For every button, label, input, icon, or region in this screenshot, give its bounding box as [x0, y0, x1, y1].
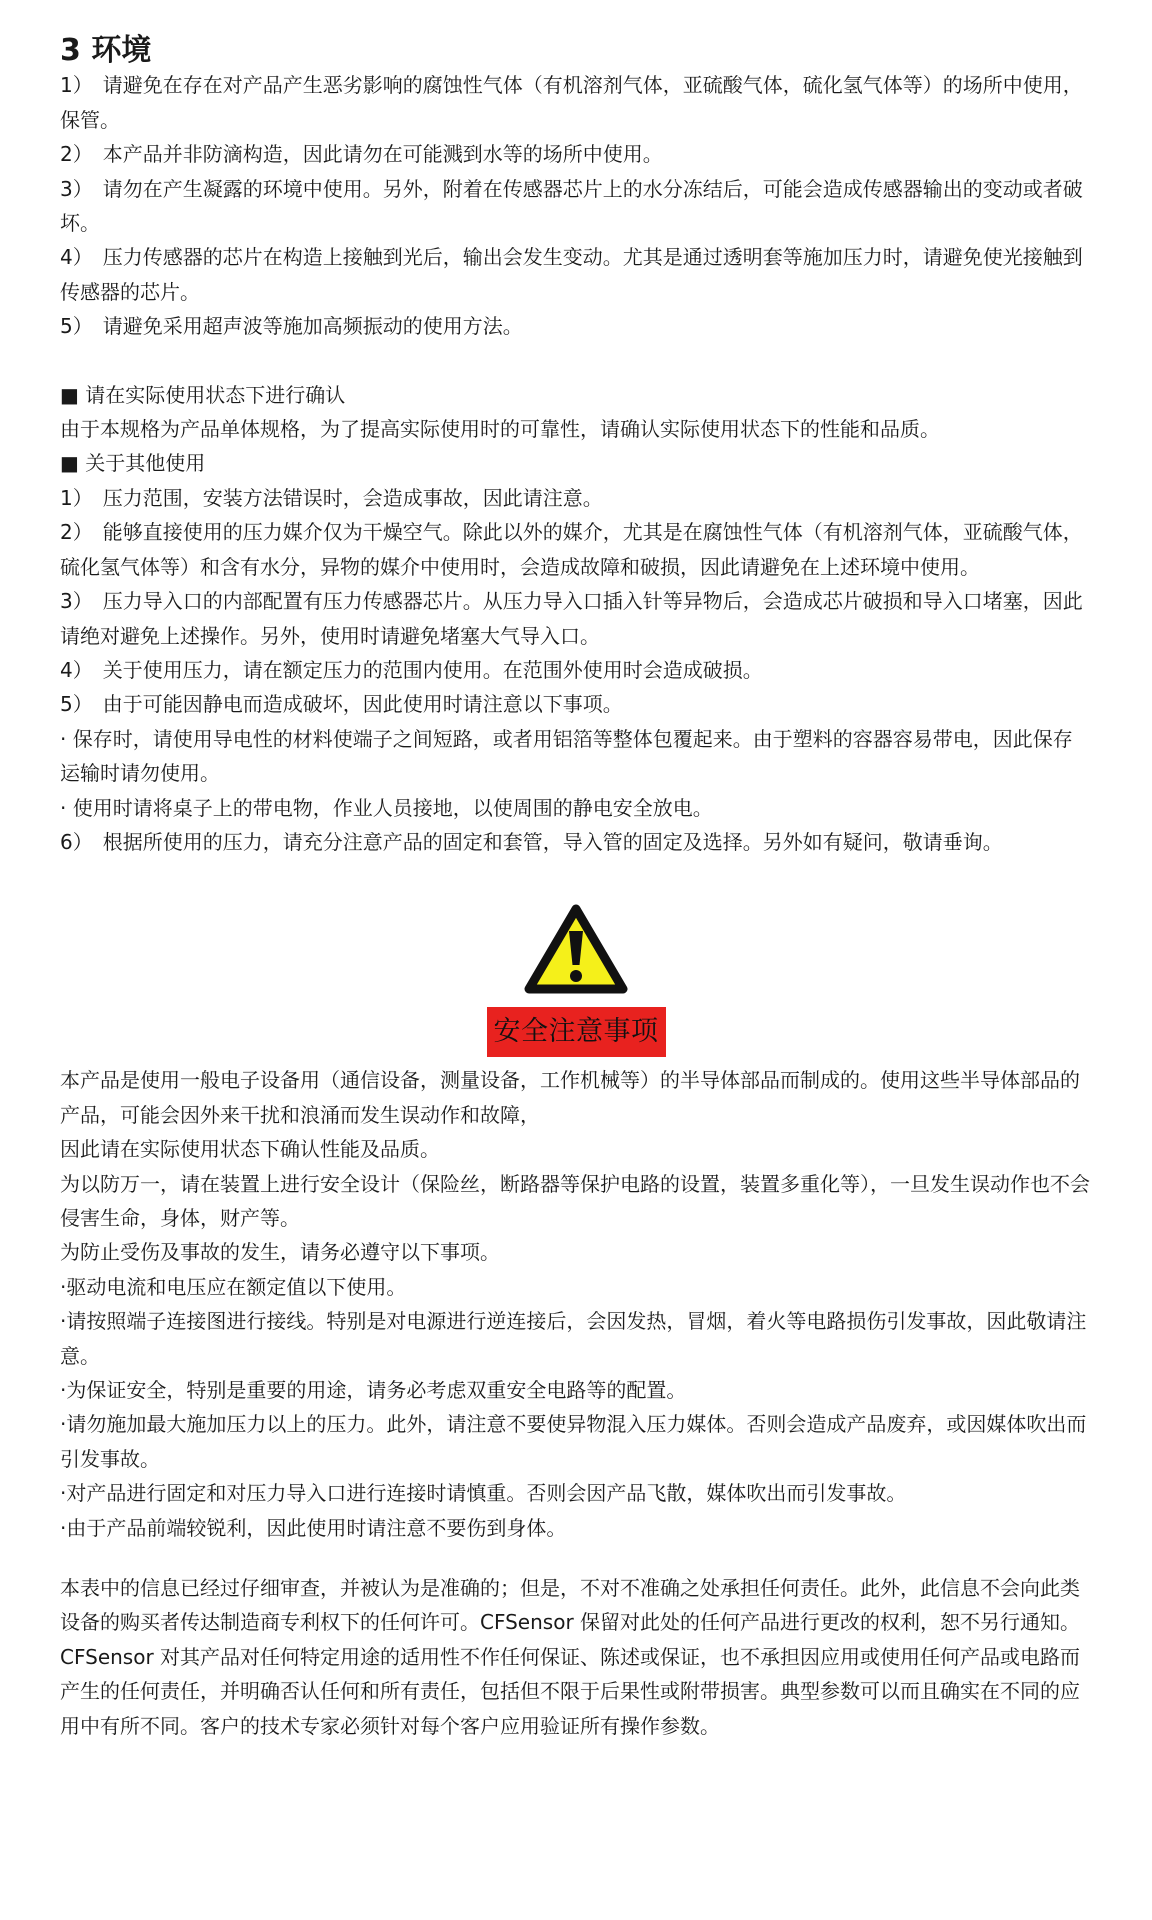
other-item-1: 1） 压力范围，安装方法错误时，会造成事故，因此请注意。 [60, 485, 603, 510]
safety-bullet-5: ·对产品进行固定和对压力导入口进行连接时请慎重。否则会因产品飞散，媒体吹出而引发事故。 [60, 1481, 907, 1506]
safety-bullet-2: ·请按照端子连接图进行接线。特别是对电源进行逆连接后，会因发热，冒烟，着火等电路损伤引发事故，因此敬请注意。 [60, 1309, 1087, 1368]
confirm-heading: ■ 请在实际使用状态下进行确认 [60, 382, 346, 407]
env-item-2: 2） 本产品并非防滴构造，因此请勿在可能溅到水等的场所中使用。 [60, 142, 663, 167]
other-item-3: 3） 压力导入口的内部配置有压力传感器芯片。从压力导入口插入针等异物后，会造成芯片破损和导入口堵塞，因此请绝对避免上述操作。另外，使用时请避免堵塞大气导入口。 [60, 589, 1083, 648]
other-item-2: 2） 能够直接使用的压力媒介仅为干燥空气。除此以外的媒介，尤其是在腐蚀性气体（有机溶剂气体，亚硫酸气体，硫化氢气体等）和含有水分，异物的媒介中使用时，会造成故障和破损，因此请避免在上述环境中使用。 [60, 520, 1083, 579]
other-item-4: 4） 关于使用压力，请在额定压力的范围内使用。在范围外使用时会造成破损。 [60, 657, 763, 682]
other-item-5: 5） 由于可能因静电而造成破坏，因此使用时请注意以下事项。 [60, 692, 623, 717]
env-item-4: 4） 压力传感器的芯片在构造上接触到光后，输出会发生变动。尤其是通过透明套等施加压力时，请避免使光接触到传感器的芯片。 [60, 245, 1083, 304]
safety-paragraph-2: 因此请在实际使用状态下确认性能及品质。 [60, 1137, 440, 1162]
safety-bullet-4: ·请勿施加最大施加压力以上的压力。此外，请注意不要使异物混入压力媒体。否则会造成产品废弃，或因媒体吹出而引发事故。 [60, 1412, 1087, 1471]
env-item-5: 5） 请避免采用超声波等施加高频振动的使用方法。 [60, 314, 523, 339]
safety-paragraph-1: 本产品是使用一般电子设备用（通信设备，测量设备，工作机械等）的半导体部品而制成的。使用这些半导体部品的产品，可能会因外来干扰和浪涌而发生误动作和故障， [60, 1068, 1080, 1127]
other-usage-heading: ■ 关于其他使用 [60, 451, 206, 476]
other-bullet-grounding: · 使用时请将桌子上的带电物，作业人员接地，以使周围的静电安全放电。 [60, 795, 713, 820]
disclaimer-text: 本表中的信息已经过仔细审查，并被认为是准确的；但是，不对不准确之处承担任何责任。此外，此信息不会向此类设备的购买者传达制造商专利权下的任何许可。CFSensor 保留对此处的任何产品进行更改的权利，恕不另行通知。 CFSensor 对其产品对任何特定用途的适用性不作任何保证、陈述或保证，也不承担因应用或使用任何产品或电路而产生的任何责任，并明确否认任何和所有责任，包括但不限于后果性或附带损害。典型参数可以而且确实在不同的应用中有所不同。客户的技术专家必须针对每个客户应用验证所有操作参数。 [60, 1576, 1081, 1738]
safety-paragraph-3: 为以防万一，请在装置上进行安全设计（保险丝，断路器等保护电路的设置，装置多重化等），一旦发生误动作也不会侵害生命，身体，财产等。 [60, 1171, 1090, 1230]
other-bullet-storage: · 保存时，请使用导电性的材料使端子之间短路，或者用铝箔等整体包覆起来。由于塑料的容器容易带电，因此保存运输时请勿使用。 [60, 726, 1073, 786]
safety-bullet-6: ·由于产品前端较锐利，因此使用时请注意不要伤到身体。 [60, 1515, 567, 1540]
spacer [60, 344, 1092, 378]
confirm-text: 由于本规格为产品单体规格，为了提高实际使用时的可靠性，请确认实际使用状态下的性能和品质。 [60, 417, 940, 442]
safety-bullet-1: ·驱动电流和电压应在额定值以下使用。 [60, 1274, 407, 1299]
section-title-environment: 3 环境 [60, 33, 152, 68]
env-item-3: 3） 请勿在产生凝露的环境中使用。另外，附着在传感器芯片上的水分冻结后，可能会造成传感器输出的变动或者破坏。 [60, 176, 1083, 236]
other-item-6: 6） 根据所使用的压力，请充分注意产品的固定和套管，导入管的固定及选择。另外如有疑问，敬请垂询。 [60, 829, 1003, 854]
warning-triangle-icon [524, 903, 628, 995]
env-item-1: 1） 请避免在存在对产品产生恶劣影响的腐蚀性气体（有机溶剂气体，亚硫酸气体，硫化氢气体等）的场所中使用，保管。 [60, 73, 1083, 132]
safety-notice-label: 安全注意事项 [487, 1007, 666, 1057]
safety-warning-block [60, 903, 1092, 1057]
safety-paragraph-4: 为防止受伤及事故的发生，请务必遵守以下事项。 [60, 1240, 500, 1265]
safety-bullet-3: ·为保证安全，特别是重要的用途，请务必考虑双重安全电路等的配置。 [60, 1378, 687, 1402]
